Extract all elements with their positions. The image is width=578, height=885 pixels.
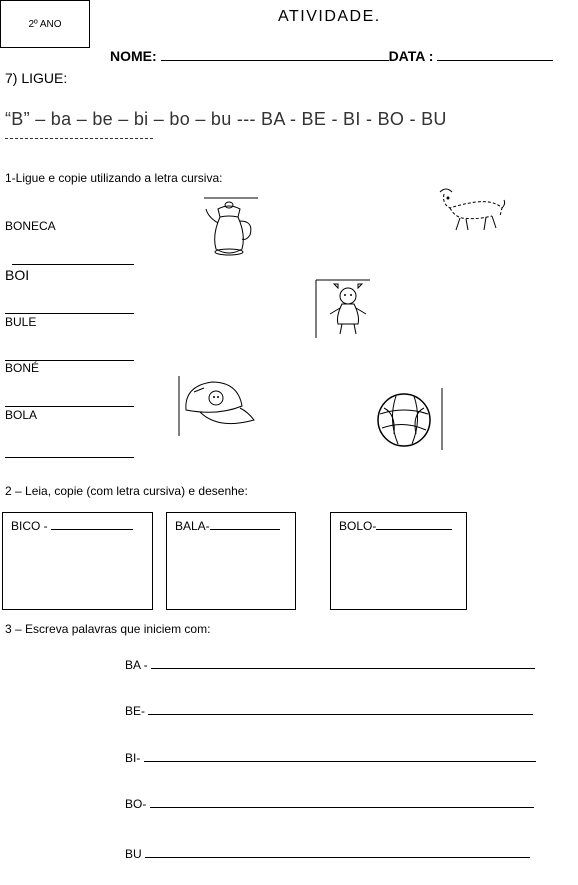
write-row-bu [125,843,530,861]
ox-icon[interactable] [436,186,508,234]
syllable-row: “B” – ba – be – bi – bo – bu --- BA - BE - BI - BO - BU [5,109,447,129]
copy-line[interactable] [376,517,452,530]
copy-line[interactable] [210,517,280,530]
teapot-icon[interactable] [200,195,262,261]
write-row-bi [125,747,536,765]
copy-line-boneca[interactable] [12,264,134,265]
draw-box-label: BICO - [11,519,52,533]
answer-line[interactable] [144,747,536,762]
section-1-instruction: 1-Ligue e copie utilizando a letra cursiva: [5,171,223,185]
answer-line[interactable] [150,793,534,808]
section-3-instruction: 3 – Escreva palavras que iniciem com: [5,622,211,636]
answer-line[interactable] [151,654,535,669]
page-title: ATIVIDADE. [278,8,381,25]
write-row-ba [125,654,535,672]
name-label: NOME: [110,48,157,64]
syllable-underline [5,138,153,139]
word-boneca: BONECA [5,219,56,233]
cap-icon[interactable] [178,376,260,438]
copy-line[interactable] [51,517,133,530]
date-field[interactable] [437,46,553,61]
prefix-label: BU [125,847,142,861]
draw-box-bolo[interactable] [330,512,467,610]
prefix-label: BE- [125,704,146,718]
grade-label: 2º ANO [28,18,62,30]
copy-line-boi[interactable] [5,313,134,314]
prefix-label: BI- [125,751,141,765]
name-field[interactable] [161,46,389,61]
ball-icon[interactable] [374,388,444,452]
question-7-label: 7) LIGUE: [5,70,68,86]
draw-box-bala[interactable] [166,512,296,610]
word-bola: BOLA [5,408,38,422]
date-label: DATA : [388,48,434,64]
draw-box-bico[interactable] [2,512,153,610]
answer-line[interactable] [145,843,530,858]
prefix-label: BO- [125,797,147,811]
copy-line-bone[interactable] [5,406,134,407]
draw-box-label: BALA- [175,519,210,533]
answer-line[interactable] [148,700,533,715]
doll-icon[interactable] [314,278,372,340]
grade-box [0,0,90,48]
write-row-be [125,700,533,718]
section-2-instruction: 2 – Leia, copie (com letra cursiva) e desenhe: [5,484,248,498]
prefix-label: BA - [125,658,148,672]
copy-line-bola[interactable] [5,457,134,458]
write-row-bo [125,793,534,811]
word-boi: BOI [5,267,30,283]
name-date-row [110,46,553,64]
word-bone: BONÉ [5,361,40,375]
draw-box-label: BOLO- [339,519,377,533]
word-bule: BULE [5,315,37,329]
